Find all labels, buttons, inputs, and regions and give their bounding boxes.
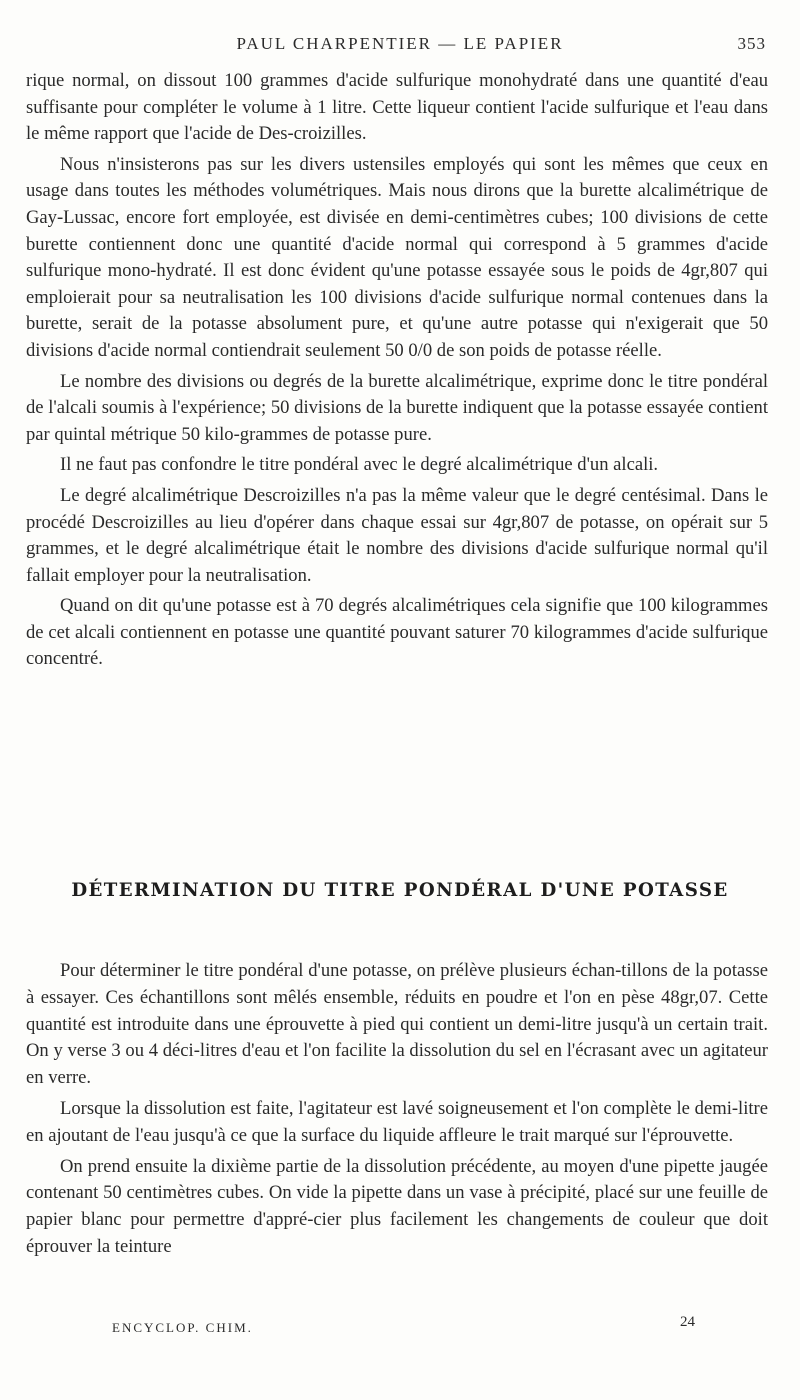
paragraph: Il ne faut pas confondre le titre pondéral avec le degré alcalimétrique d'un alcali. — [60, 454, 659, 476]
body-text-bottom — [26, 958, 768, 1265]
paragraph: Le degré alcalimétrique Descroizilles n'a pas la même valeur que le degré centésimal. Dans le procédé Descroizilles au lieu d'opérer dans chaque essai sur 4gr,807 de potasse, on opérait sur 5 grammes, et le degré alcalimétrique était le nombre des divisions d'acide sulfurique normal qu'il fallait employer pour la neutralisation. — [26, 484, 768, 586]
section-heading: DÉTERMINATION DU TITRE PONDÉRAL D'UNE POTASSE — [71, 880, 729, 901]
running-title: PAUL CHARPENTIER — LE PAPIER — [236, 34, 564, 53]
page-number: 353 — [737, 34, 766, 53]
paragraph: Pour déterminer le titre pondéral d'une potasse, on prélève plusieurs échan-tillons de la potasse à essayer. Ces échantillons sont mêlés ensemble, réduits en poudre et l'on en pèse 48gr,07. Cette quantité est introduite dans une éprouvette à pied qui contient un demi-litre jusqu'à un certain trait. On y verse 3 ou 4 déci-litres d'eau et l'on facilite la dissolution du sel en l'écrasant avec un agitateur en verre. — [26, 960, 768, 1089]
paragraph: Nous n'insisterons pas sur les divers ustensiles employés qui sont les mêmes que ceux en usage dans toutes les méthodes volumétriques. Mais nous dirons que la burette alcalimétrique de Gay-Lussac, encore fort employée, est divisée en demi-centimètres cubes; 100 divisions de cette burette contiennent donc une quantité d'acide normal qui correspond à 5 grammes d'acide sulfurique mono-hydraté. Il est donc évident qu'une potasse essayée sous le poids de 4gr,807 qui emploierait pour sa neutralisation les 100 divisions d'acide sulfurique normal contenues dans la burette, serait de la potasse absolument pure, et qu'une autre potasse qui n'exigerait que 50 divisions d'acide normal contiendrait seulement 50 0/0 de son poids de potasse réelle. — [26, 153, 768, 361]
body-text-top — [26, 68, 768, 677]
paragraph: On prend ensuite la dixième partie de la dissolution précédente, au moyen d'une pipette jaugée contenant 50 centimètres cubes. On vide la pipette dans un vase à précipité, placé sur une feuille de papier blanc pour permettre d'appré-cier plus facilement les changements de couleur que doit éprouver la teinture — [26, 1155, 768, 1257]
page-footer — [0, 1314, 800, 1342]
signature-mark: 24 — [680, 1314, 695, 1330]
footer-source: ENCYCLOP. CHIM. — [112, 1320, 253, 1335]
paragraph: Lorsque la dissolution est faite, l'agitateur est lavé soigneusement et l'on complète le demi-litre en ajoutant de l'eau jusqu'à ce que la surface du liquide affleure le trait marqué sur l'éprouvette. — [26, 1097, 768, 1146]
running-header — [0, 30, 800, 56]
paragraph: rique normal, on dissout 100 grammes d'acide sulfurique monohydraté dans une quantité d'eau suffisante pour compléter le volume à 1 litre. Cette liqueur contient l'acide sulfurique et l'eau dans le même rapport que l'acide de Des-croizilles. — [26, 70, 768, 145]
paragraph: Quand on dit qu'une potasse est à 70 degrés alcalimétriques cela signifie que 100 kilogrammes de cet alcali contiennent en potasse une quantité pouvant saturer 70 kilogrammes d'acide sulfurique concentré. — [26, 595, 768, 670]
paragraph: Le nombre des divisions ou degrés de la burette alcalimétrique, exprime donc le titre pondéral de l'alcali soumis à l'expérience; 50 divisions de la burette indiquent que la potasse essayée contient par quintal métrique 50 kilo-grammes de potasse pure. — [26, 370, 768, 445]
